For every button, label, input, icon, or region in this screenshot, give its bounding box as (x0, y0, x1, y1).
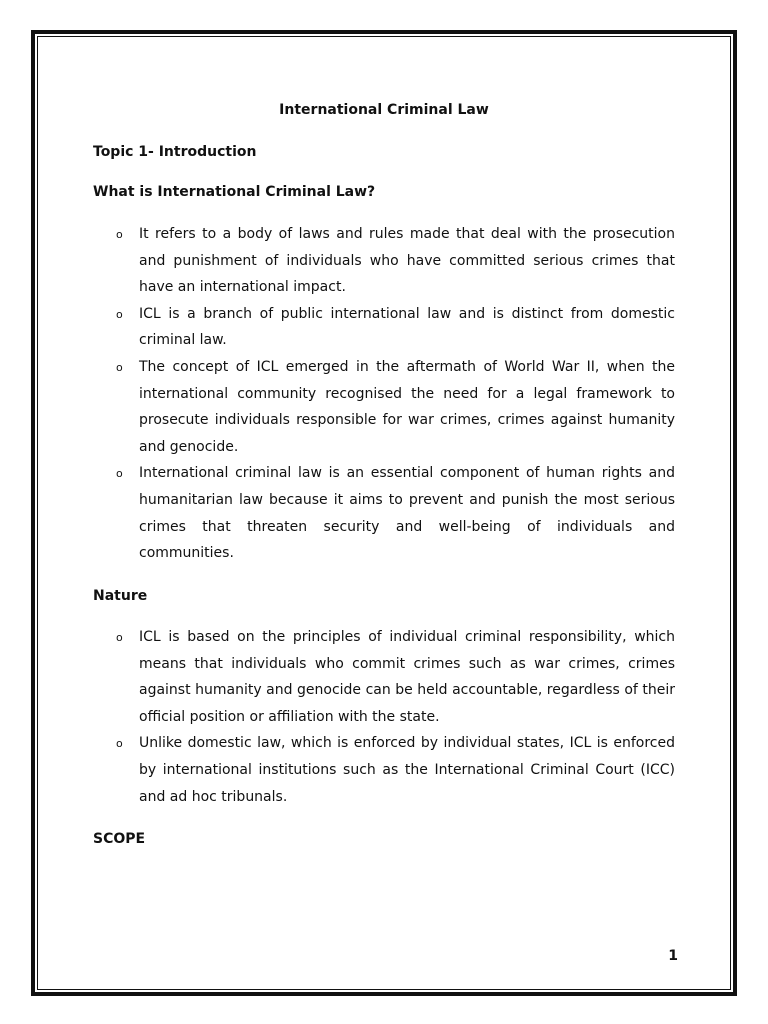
list-item (93, 221, 675, 301)
list-item (93, 460, 675, 566)
nature-bullet-list (93, 624, 675, 810)
bullet-marker: o (116, 307, 123, 321)
section-heading-nature: Nature (93, 588, 148, 604)
list-item-text: ICL is a branch of public international law and is distinct from domestic criminal law. (139, 305, 675, 349)
bullet-marker: o (116, 228, 123, 241)
bullet-marker: o (116, 737, 123, 751)
list-item-text: It refers to a body of laws and rules made that deal with the prosecution and punishment of individuals who have committed serious crimes that have an international impact. (139, 226, 675, 296)
document-title: International Criminal Law (279, 102, 489, 118)
list-item (93, 301, 675, 354)
list-item (93, 624, 675, 730)
definition-bullet-list (93, 221, 675, 567)
list-item-text: Unlike domestic law, which is enforced by individual states, ICL is enforced by international institutions such as the International Criminal Court (ICC) and ad hoc tribunals. (139, 735, 675, 805)
page-number: 1 (668, 948, 678, 964)
section-heading-what-is-icl: What is International Criminal Law? (93, 184, 376, 200)
list-item-text: The concept of ICL emerged in the aftermath of World War II, when the international community recognised the need for a legal framework to prosecute individuals responsible for war crimes, crimes against humanity and genocide. (139, 358, 675, 455)
list-item (93, 730, 675, 810)
bullet-marker: o (116, 360, 123, 374)
topic-heading: Topic 1- Introduction (93, 144, 257, 160)
section-heading-scope: SCOPE (93, 831, 146, 847)
bullet-marker: o (116, 631, 123, 644)
list-item (93, 354, 675, 460)
bullet-marker: o (116, 467, 123, 481)
list-item-text: ICL is based on the principles of individual criminal responsibility, which means that individuals who commit crimes such as war crimes, crimes against humanity and genocide can be held accountable, regardless of their official position or affiliation with the state. (139, 629, 675, 725)
list-item-text: International criminal law is an essential component of human rights and humanitarian law because it aims to prevent and punish the most serious crimes that threaten security and well-being of individuals and communities. (139, 465, 675, 562)
